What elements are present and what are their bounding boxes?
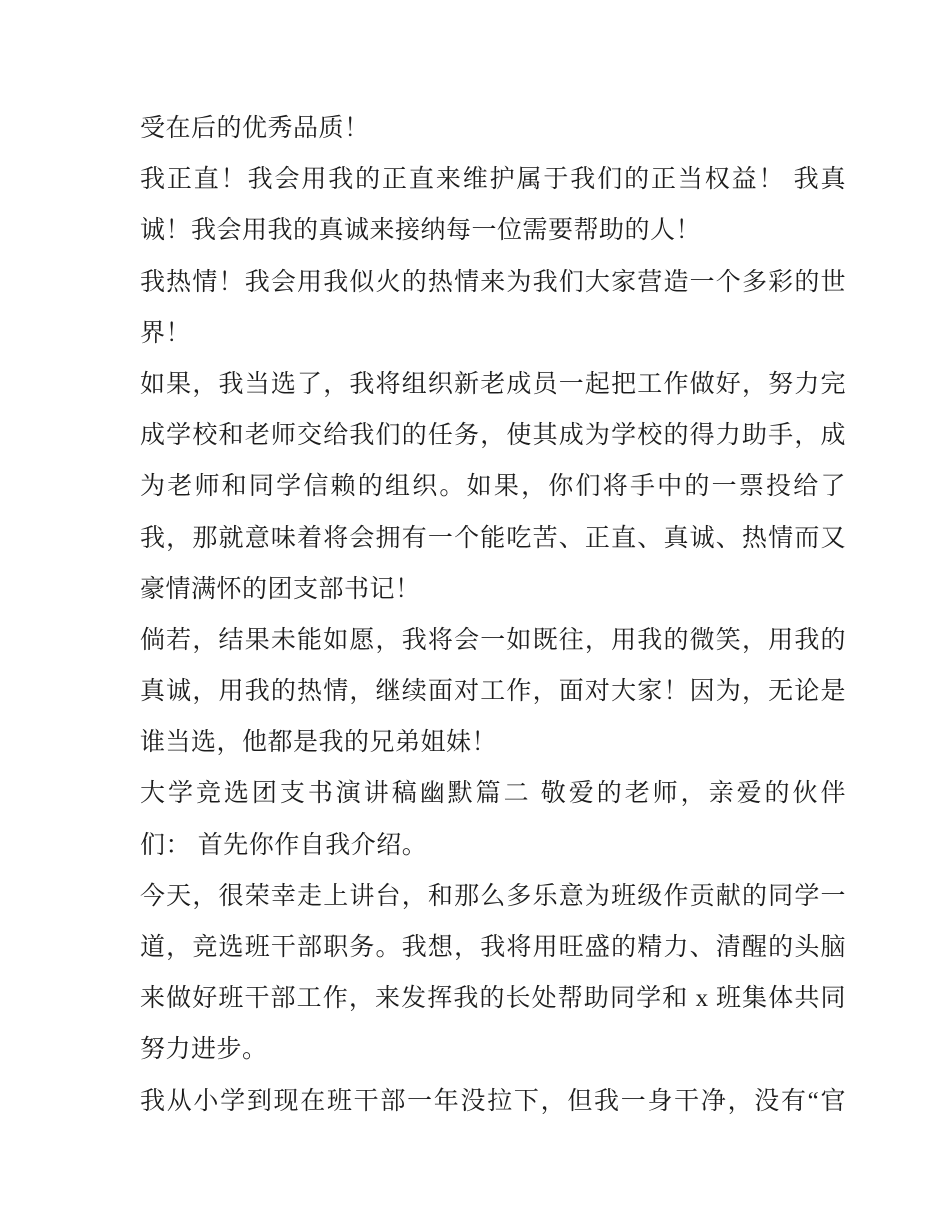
- text-line: 我，那就意味着将会拥有一个能吃苦、正直、真诚、热情而又: [140, 524, 846, 552]
- text-line: 为老师和同学信赖的组织。如果，你们将手中的一票投给了: [140, 473, 846, 501]
- text-line: 努力进步。: [140, 1036, 268, 1064]
- text-line: 成学校和老师交给我们的任务，使其成为学校的得力助手，成: [140, 422, 846, 450]
- text-line: 来做好班干部工作，来发挥我的长处帮助同学和 x 班集体共同: [140, 985, 846, 1013]
- text-line: 受在后的优秀品质！: [140, 115, 370, 142]
- text-line: 倘若，结果未能如愿，我将会一如既往，用我的微笑，用我的: [140, 626, 846, 654]
- text-line: 谁当选，他都是我的兄弟姐妹！: [140, 729, 498, 757]
- text-line: 真诚，用我的热情，继续面对工作，面对大家！因为，无论是: [140, 678, 846, 706]
- text-line: 我热情！我会用我似火的热情来为我们大家营造一个多彩的世: [140, 268, 846, 296]
- text-line: 道，竞选班干部职务。我想，我将用旺盛的精力、清醒的头脑: [140, 934, 846, 961]
- text-line: 诚！我会用我的真诚来接纳每一位需要帮助的人！: [140, 217, 702, 245]
- text-line: 大学竞选团支书演讲稿幽默篇二 敬爱的老师，亲爱的伙伴: [140, 780, 846, 808]
- text-line: 豪情满怀的团支部书记！: [140, 575, 421, 603]
- text-line: 我从小学到现在班干部一年没拉下，但我一身干净，没有“官: [140, 1087, 846, 1115]
- text-line: 界！: [140, 319, 192, 347]
- text-line: 如果，我当选了，我将组织新老成员一起把工作做好，努力完: [140, 370, 846, 398]
- text-line: 今天，很荣幸走上讲台，和那么多乐意为班级作贡献的同学一: [140, 882, 846, 910]
- document-text: [140, 103, 846, 1127]
- text-line: 我正直！我会用我的正直来维护属于我们的正当权益！ 我真: [140, 166, 846, 194]
- text-line: 们： 首先你作自我介绍。: [140, 831, 428, 859]
